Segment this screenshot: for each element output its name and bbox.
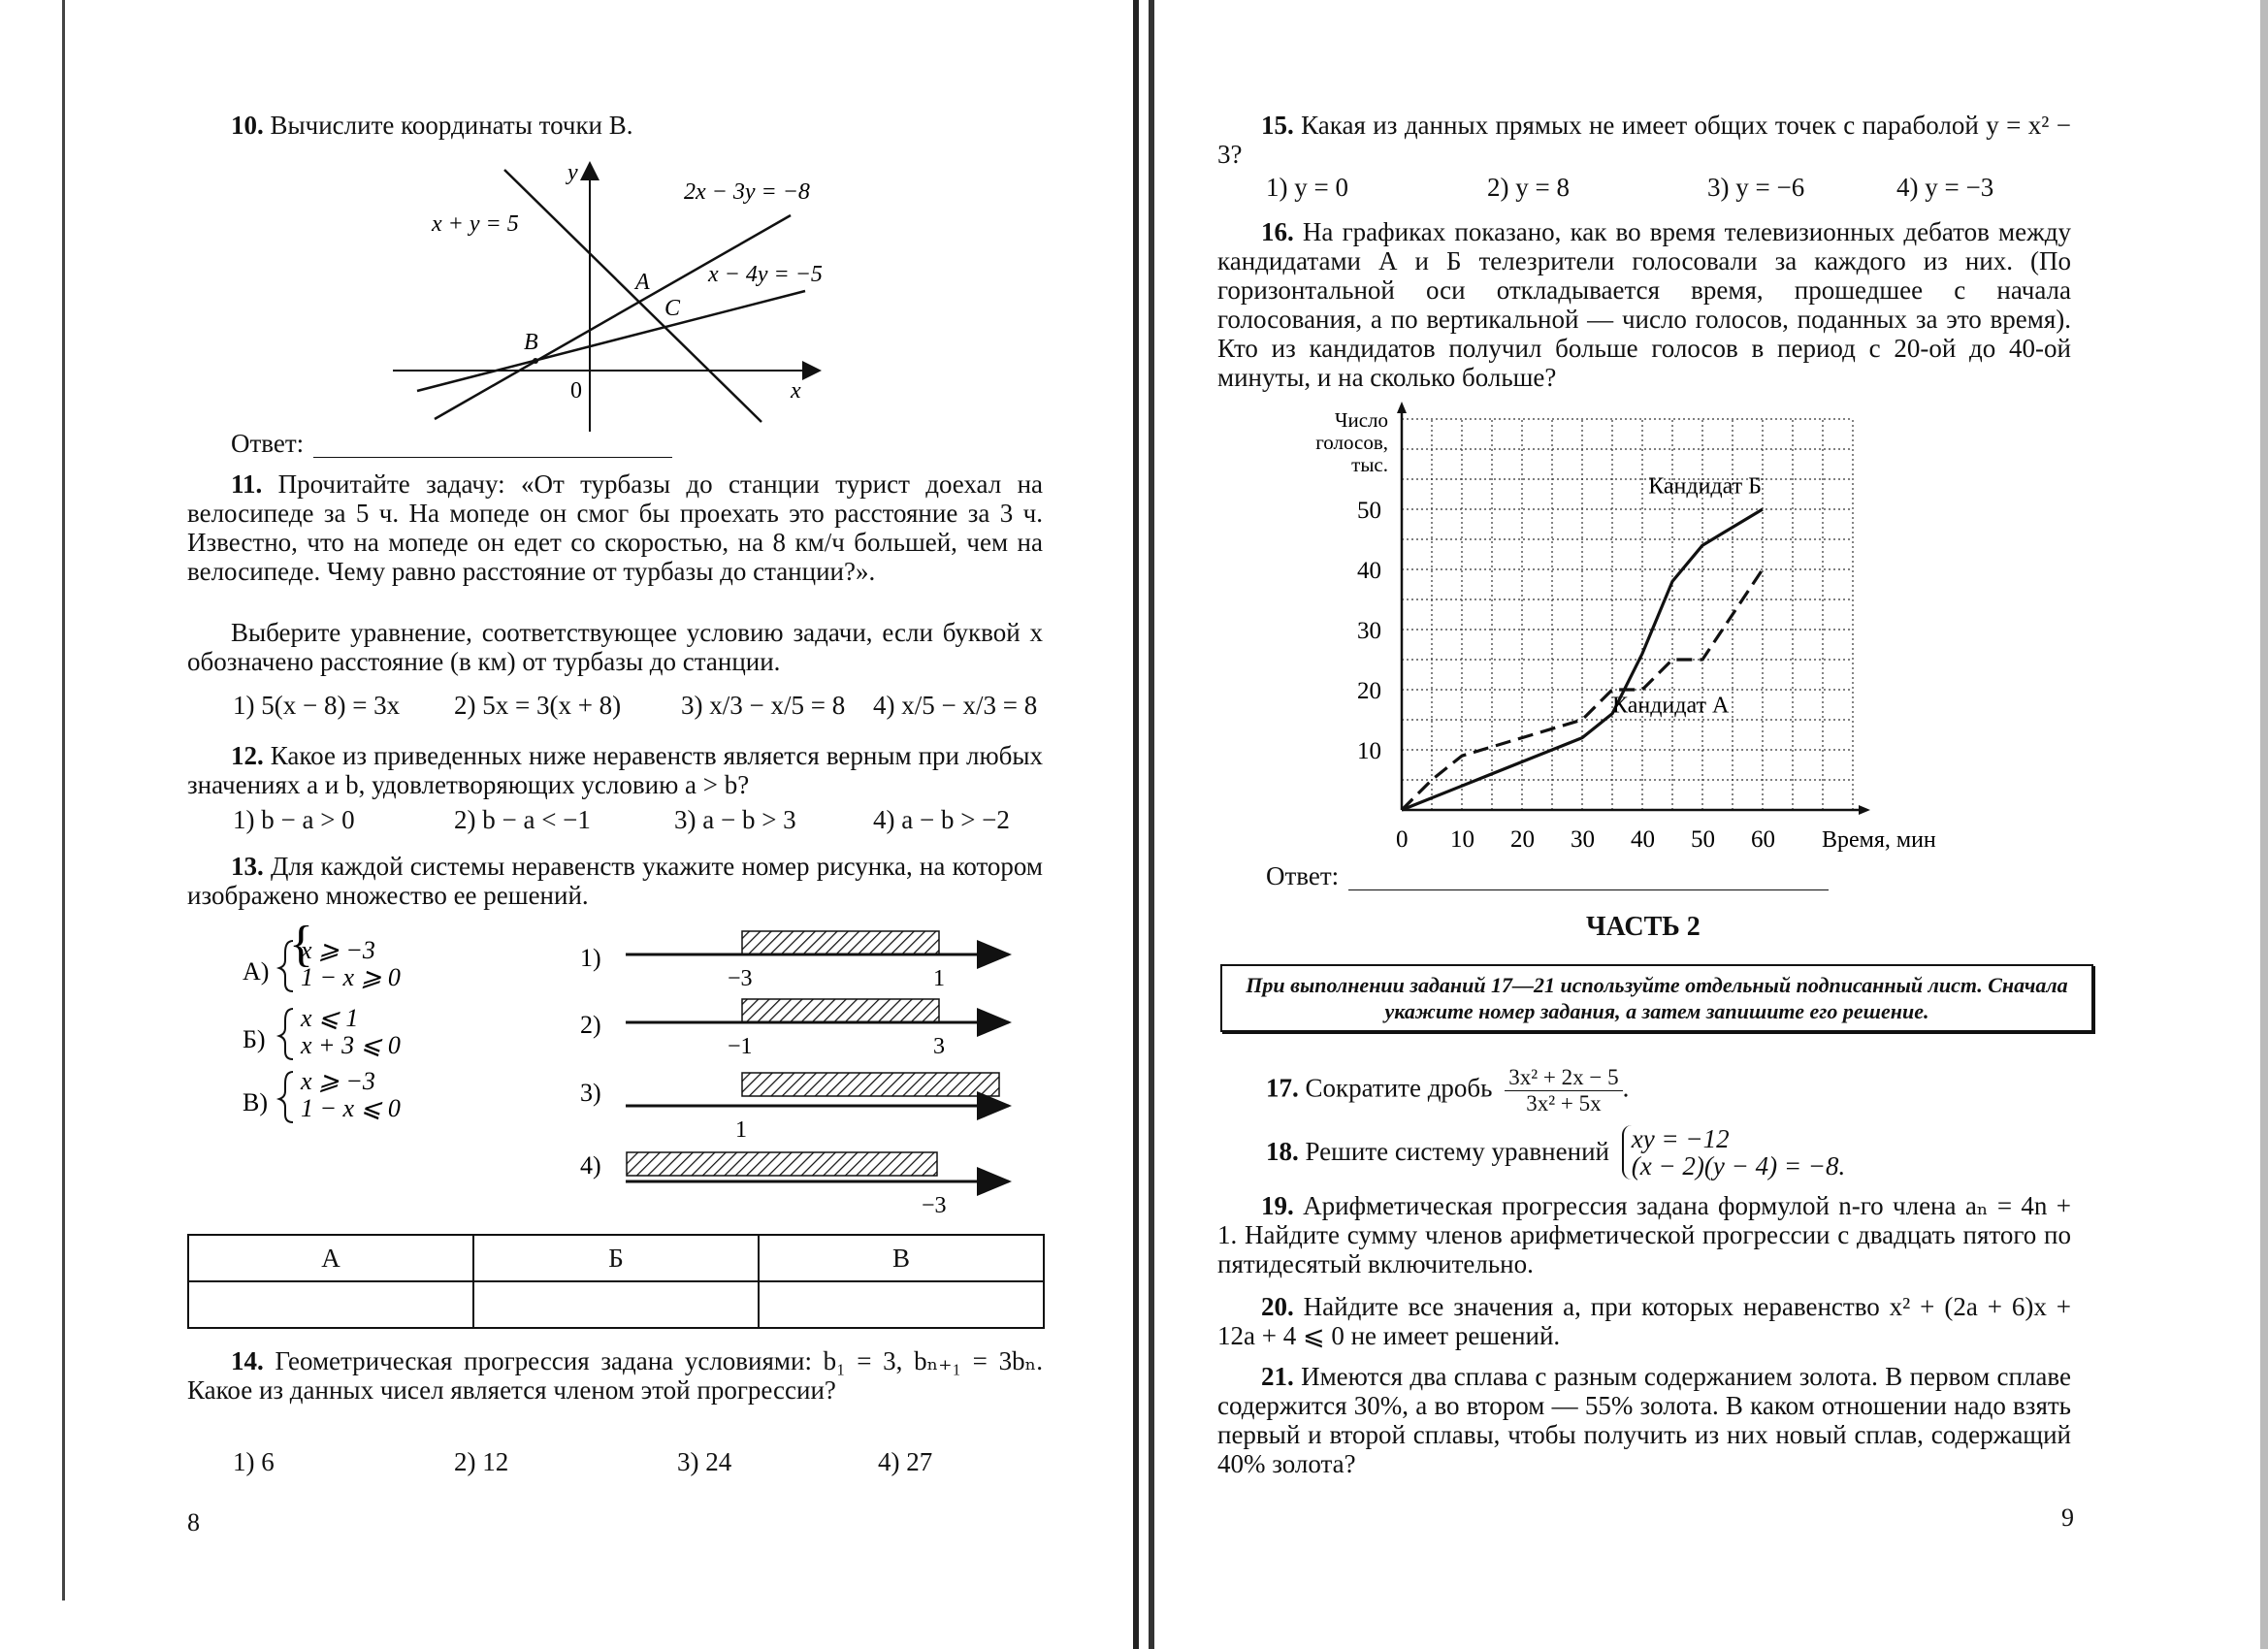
y-tick-label: 40 — [1357, 558, 1381, 584]
question-text: Решите систему уравнений — [1305, 1137, 1609, 1166]
q16-answer — [1266, 861, 1829, 890]
figure-3-label: 3) — [580, 1079, 601, 1107]
x-tick-label: 20 — [1510, 826, 1535, 853]
line-x-4y — [417, 291, 805, 391]
origin-label: 0 — [570, 378, 582, 404]
option-1[interactable]: 1) b − a > 0 — [233, 805, 355, 834]
option-2[interactable]: 2) 5x = 3(x + 8) — [454, 691, 622, 720]
question-21 — [1217, 1362, 2071, 1478]
answer-table — [187, 1234, 1045, 1329]
figure-1-tick-a: −3 — [728, 966, 753, 991]
y-axis-label: тыс. — [1351, 453, 1388, 476]
question-text: Имеются два сплава с разным содержанием золота. В первом сплаве содержится 30%, а во втором — 55% золота. В каком отношении надо взять первый и второй сплавы, чтобы получить из них новый сплав, содержащий 40% золота? — [1217, 1362, 2071, 1478]
question-text: Для каждой системы неравенств укажите номер рисунка, на котором изображено множество ее решений. — [187, 852, 1043, 910]
line-x-plus-y — [504, 170, 761, 422]
y-axis-label: Число — [1334, 408, 1388, 432]
answer-label: Ответ: — [231, 429, 305, 458]
figure-1 — [580, 931, 1009, 991]
figure-2-tick-a: −1 — [728, 1034, 753, 1059]
figure-2-label: 2) — [580, 1011, 601, 1039]
option-3[interactable]: 3) a − b > 3 — [674, 805, 796, 834]
question-17: 17. Сократите дробь $\frac{\text{3x² + 2x − 5}}{\text{3x² + 5x}}$ . — [1266, 1065, 1630, 1116]
system-v-line-1: x ⩾ −3 — [301, 1067, 375, 1095]
system-a-label: А) — [243, 957, 270, 986]
right-page — [1154, 0, 2268, 1649]
option-2[interactable]: 2) y = 8 — [1487, 173, 1570, 202]
option-2[interactable]: 2) b − a < −1 — [454, 805, 591, 834]
question-11-task — [187, 618, 1043, 676]
fraction-denominator: 3x² + 5x — [1526, 1091, 1602, 1116]
answer-label: Ответ: — [1266, 861, 1340, 890]
lines-graph — [388, 155, 834, 446]
x-tick-label: 10 — [1450, 826, 1474, 853]
question-number: 11. — [231, 469, 263, 499]
question-text: Сократите дробь — [1305, 1073, 1493, 1103]
figure-4-label: 4) — [580, 1151, 601, 1180]
table-header-v: В — [759, 1235, 1044, 1281]
system-b-line-2: x + 3 ⩽ 0 — [301, 1031, 401, 1059]
question-13 — [187, 852, 1043, 910]
system-v-line-2: 1 − x ⩽ 0 — [301, 1094, 401, 1122]
y-axis-label: голосов, — [1315, 431, 1388, 454]
system-b-label: Б) — [243, 1025, 266, 1053]
question-text: Какая из данных прямых не имеет общих точек с параболой y = x² − 3? — [1217, 111, 2071, 169]
votes-chart — [1290, 407, 1936, 854]
point-a-label: A — [635, 270, 650, 295]
fraction — [1505, 1065, 1622, 1116]
question-number: 20. — [1261, 1292, 1294, 1321]
question-number: 12. — [231, 741, 264, 770]
question-number: 18. — [1266, 1137, 1299, 1166]
question-text: Найдите все значения a, при которых неравенство x² + (2a + 6)x + 12a + 4 ⩽ 0 не имеет решений. — [1217, 1292, 2072, 1350]
table-header-b: Б — [473, 1235, 759, 1281]
x-tick-label: 60 — [1751, 826, 1775, 853]
answer-field[interactable] — [1348, 866, 1829, 890]
figure-3 — [580, 1073, 1009, 1143]
x-tick-label: 50 — [1691, 826, 1715, 853]
answer-cell-v[interactable] — [759, 1281, 1044, 1328]
series-b-label: Кандидат Б — [1648, 473, 1762, 500]
question-number: 21. — [1261, 1362, 1294, 1391]
x-tick-label: 30 — [1571, 826, 1595, 853]
fraction-numerator: 3x² + 2x − 5 — [1505, 1065, 1622, 1091]
question-text: Какое из приведенных ниже неравенств является верным при любых значениях a и b, удовлетворяющих условию a > b? — [187, 741, 1044, 799]
eq1-label: x + y = 5 — [432, 211, 519, 237]
x-tick-label: 0 — [1396, 826, 1409, 853]
equation-2: (x − 2)(y − 4) = −8. — [1631, 1151, 1846, 1180]
question-number: 14. — [231, 1346, 264, 1375]
question-18 — [1266, 1125, 2081, 1180]
question-12 — [187, 741, 1043, 799]
q13-figures — [233, 917, 1048, 1222]
question-number: 19. — [1261, 1191, 1294, 1220]
system-a-line-2: 1 − x ⩾ 0 — [301, 963, 401, 991]
point-b-dot — [533, 358, 538, 364]
x-axis-label: Время, мин — [1822, 827, 1936, 853]
system-b-line-1: x ⩽ 1 — [301, 1004, 359, 1032]
y-tick-label: 50 — [1357, 498, 1381, 524]
system-a-line-1: x ⩾ −3 — [301, 936, 375, 964]
question-text: Арифметическая прогрессия задана формулой n-го члена aₙ = 4n + 1. Найдите сумму членов арифметической прогрессии с двадцать пятого по пятидесятый включительно. — [1217, 1191, 2071, 1278]
question-number: 16. — [1261, 217, 1294, 246]
chart-axes — [1397, 402, 1870, 815]
answer-cell-a[interactable] — [188, 1281, 473, 1328]
answer-field[interactable] — [313, 434, 672, 458]
y-tick-label: 30 — [1357, 618, 1381, 644]
system-v-label: В) — [243, 1088, 268, 1116]
equation-system — [1622, 1125, 1846, 1180]
question-19 — [1217, 1191, 2071, 1278]
option-3[interactable]: 3) x/3 − x/5 = 8 — [681, 691, 846, 720]
y-axis-arrow — [1397, 402, 1407, 413]
y-axis-label: y — [567, 160, 578, 185]
option-3[interactable]: 3) 24 — [677, 1447, 732, 1476]
question-number: 17. — [1266, 1073, 1299, 1103]
question-text: Прочитайте задачу: «От турбазы до станции турист доехал на велосипеде за 5 ч. На мопеде он смог бы проехать это расстояние за 3 ч. Известно, что на мопеде он едет со скоростью, на 8 км/ч большей, чем на велосипеде. Чему равно расстояние от турбазы до станции?». — [187, 469, 1044, 586]
question-text: Выберите уравнение, соответствующее условию задачи, если буквой x обозначено расстояние (в км) от турбазы до станции. — [187, 618, 1043, 676]
option-4[interactable]: 4) x/5 − x/3 = 8 — [873, 691, 1038, 720]
point-c-label: C — [664, 296, 681, 321]
question-number: 10. — [231, 111, 264, 140]
part-2-instructions: При выполнении заданий 17—21 используйте отдельный подписанный лист. Сначала укажите номер задания, а затем запишите его решение. — [1220, 964, 2093, 1032]
option-3[interactable]: 3) y = −6 — [1707, 173, 1805, 202]
question-11 — [187, 469, 1043, 586]
figure-1-label: 1) — [580, 944, 601, 972]
question-16 — [1217, 217, 2071, 392]
question-text: Вычислите координаты точки B. — [270, 111, 633, 140]
table-header-a: А — [188, 1235, 473, 1281]
option-1[interactable]: 1) y = 0 — [1266, 173, 1348, 202]
figure-3-tick-a: 1 — [735, 1117, 747, 1143]
eq2-label: 2x − 3y = −8 — [684, 179, 810, 205]
y-tick-label: 20 — [1357, 678, 1381, 704]
figure-1-tick-b: 1 — [933, 966, 945, 991]
option-4[interactable]: 4) a − b > −2 — [873, 805, 1010, 834]
series-a-label: Кандидат А — [1612, 693, 1730, 719]
figure-4 — [580, 1151, 1009, 1218]
figure-2 — [580, 999, 1009, 1059]
option-4[interactable]: 4) 27 — [878, 1447, 933, 1476]
line-2x-3y — [435, 215, 791, 419]
part-2-title: ЧАСТЬ 2 — [1586, 912, 1701, 942]
y-tick-label: 10 — [1357, 738, 1381, 764]
page-number: 9 — [2061, 1504, 2074, 1532]
question-text: На графиках показано, как во время телевизионных дебатов между кандидатами А и Б телезрители голосовали за каждого из них. (По горизонтальной оси откладывается время, прошедшее с начала голосования, а по вертикальной — число голосов, поданных за это время). Кто из кандидатов получил больше голосов в период с 20-ой до 40-ой минуты, и на сколько больше? — [1217, 217, 2071, 392]
question-number: 13. — [231, 852, 264, 881]
chart-labels — [1315, 408, 1936, 853]
x-tick-label: 40 — [1631, 826, 1655, 853]
answer-cell-b[interactable] — [473, 1281, 759, 1328]
x-axis-arrow — [1859, 805, 1870, 815]
eq3-label: x − 4y = −5 — [708, 262, 823, 287]
question-14 — [187, 1346, 1043, 1405]
figure-2-tick-b: 3 — [933, 1034, 945, 1059]
chart-grid — [1402, 419, 1853, 810]
question-text: Геометрическая прогрессия задана условиями: b₁ = 3, bₙ₊₁ = 3bₙ. Какое из данных чисел является членом этой прогрессии? — [187, 1346, 1044, 1405]
question-10 — [231, 111, 1046, 140]
x-axis-label: x — [791, 378, 801, 404]
question-15 — [1217, 111, 2071, 169]
point-b-label: B — [524, 330, 538, 355]
option-4[interactable]: 4) y = −3 — [1896, 173, 1994, 202]
chart-ticks — [1357, 498, 1775, 853]
q10-answer — [231, 429, 672, 458]
question-20 — [1217, 1292, 2071, 1350]
page-number: 8 — [187, 1508, 200, 1536]
equation-1: xy = −12 — [1631, 1124, 1730, 1153]
option-1[interactable]: 1) 6 — [233, 1447, 275, 1476]
option-1[interactable]: 1) 5(x − 8) = 3x — [233, 691, 401, 720]
question-number: 15. — [1261, 111, 1294, 140]
figure-4-tick-a: −3 — [922, 1193, 947, 1218]
systems — [243, 917, 401, 1122]
svg-text:{: { — [289, 917, 313, 972]
option-2[interactable]: 2) 12 — [454, 1447, 509, 1476]
